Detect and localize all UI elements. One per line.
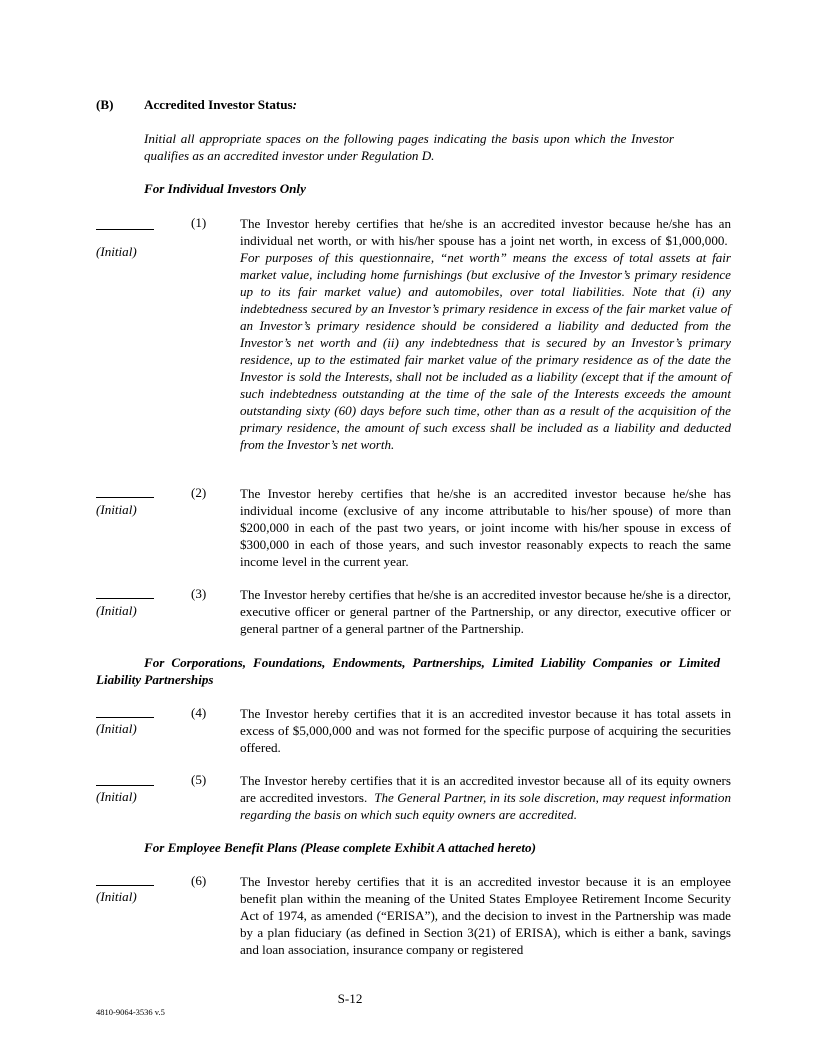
item-text-2: The Investor hereby certifies that he/she is an accredited investor because he/she has individual income (exclusive of any income attributable to his/her spouse) of more than $200,000 in each of the past two years, or joint income with his/her spouse in excess of $300,000 in each of those years, and such investor reasonably expects to reach the same income level in the current year.	[240, 486, 731, 569]
initial-label-6: (Initial)	[96, 889, 137, 904]
item-text-4: The Investor hereby certifies that it is an accredited investor because it has total assets in excess of $5,000,000 and was not formed for the specific purpose of acquiring the securities offered.	[240, 706, 731, 755]
document-id: 4810-9064-3536 v.5	[96, 1007, 165, 1017]
initial-label-5: (Initial)	[96, 789, 137, 804]
item-text-1	[240, 215, 731, 453]
item-number-2: (2)	[191, 485, 207, 500]
heading-entities: For Corporations, Foundations, Endowments, Partnerships, Limited Liability Companies or Limited Liability Partnerships	[96, 655, 720, 687]
item-text-1-main: The Investor hereby certifies that he/she is an accredited investor because he/she has an individual net worth, or with his/her spouse has a joint net worth, in excess of $1,000,000.	[240, 216, 731, 248]
initial-blank-2[interactable]	[96, 497, 154, 498]
item-number-5: (5)	[191, 772, 207, 787]
section-title-text: Accredited Investor Status	[144, 97, 293, 112]
initial-label-1: (Initial)	[96, 244, 137, 259]
section-title	[144, 97, 297, 113]
item-number-6: (6)	[191, 873, 207, 888]
page-number: S-12	[337, 991, 363, 1006]
item-text-3: The Investor hereby certifies that he/she is an accredited investor because he/she is a director, executive officer or general partner of the Partnership, or any director, executive officer or general partner of a general partner of the Partnership.	[240, 587, 731, 636]
initial-label-3: (Initial)	[96, 603, 137, 618]
item-text-1-italic: For purposes of this questionnaire, “net worth” means the excess of total assets at fair market value, including home furnishings (but exclusive of the Investor’s primary residence up to its fair market value) and automobiles, over total liabilities. Note that (i) any indebtedness secured by an Investor’s primary residence in excess of the fair market value of an Investor’s primary residence should be considered a liability and deducted from the Investor’s net worth and (ii) any indebtedness that is secured by an Investor’s primary residence, up to the estimated fair market value of the primary residence as of the date the Investor is sold the Interests, shall not be included as a liability (except that if the amount of such indebtedness outstanding at the time of the sale of the Interests exceeds the amount outstanding sixty (60) days before such time, other than as a result of the acquisition of the primary residence, the amount of such excess shall be included as a liability and deducted from the Investor’s net worth.	[240, 250, 731, 452]
item-text-5-main: The Investor hereby certifies that it is an accredited investor because all of its equity owners are accredited investors.	[240, 773, 731, 805]
section-title-colon: :	[292, 97, 298, 112]
initial-blank-1[interactable]	[96, 229, 154, 230]
heading-benefit-plans: For Employee Benefit Plans (Please complete Exhibit A attached hereto)	[144, 840, 536, 855]
heading-individual: For Individual Investors Only	[144, 181, 306, 196]
item-number-3: (3)	[191, 586, 207, 601]
initial-blank-5[interactable]	[96, 785, 154, 786]
section-label: (B)	[96, 97, 114, 112]
initial-label-4: (Initial)	[96, 721, 137, 736]
initial-blank-6[interactable]	[96, 885, 154, 886]
item-number-1: (1)	[191, 215, 207, 230]
item-text-6: The Investor hereby certifies that it is an accredited investor because it is an employee benefit plan within the meaning of the United States Employee Retirement Income Security Act of 1974, as amended (“ERISA”), and the decision to invest in the Partnership was made by a plan fiduciary (as defined in Section 3(21) of ERISA), which is either a bank, savings and loan association, insurance company or registered	[240, 874, 731, 957]
item-text-5-italic: The General Partner, in its sole discretion, may request information regarding the basis on which such equity owners are accredited.	[240, 790, 732, 822]
initial-label-2: (Initial)	[96, 502, 137, 517]
item-number-4: (4)	[191, 705, 207, 720]
section-instructions: Initial all appropriate spaces on the following pages indicating the basis upon which the Investor qualifies as an accredited investor under Regulation D.	[144, 131, 674, 163]
initial-blank-4[interactable]	[96, 717, 154, 718]
item-text-5	[240, 772, 731, 823]
initial-blank-3[interactable]	[96, 598, 154, 599]
